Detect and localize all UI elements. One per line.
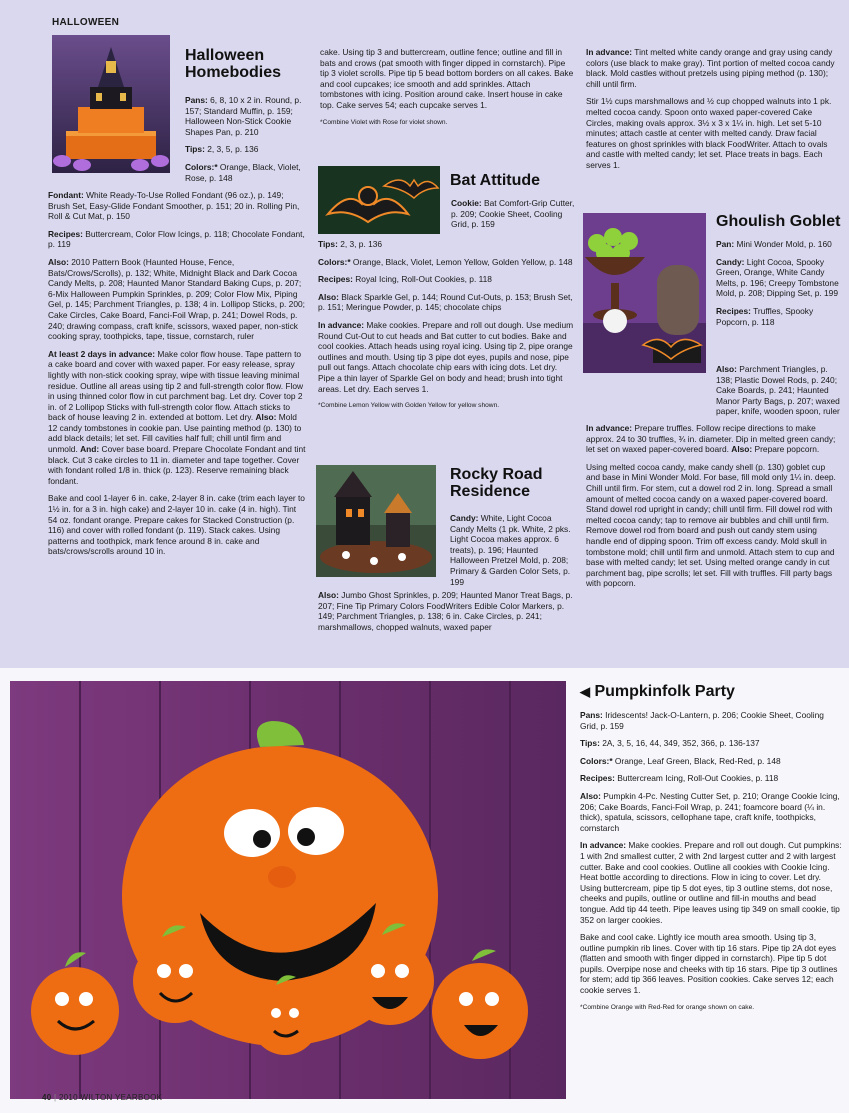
bat-body: [318, 239, 574, 417]
bat-colors-text: Orange, Black, Violet, Lemon Yellow, Golden Yellow, p. 148: [352, 256, 573, 267]
publication-name: 2010 WILTON YEARBOOK: [58, 1093, 163, 1102]
pans-label: Pans:: [185, 95, 208, 105]
goblet-also: [716, 364, 840, 424]
recipes-label: Recipes:: [48, 228, 83, 239]
rocky-advance-text: Tint melted white candy orange and gray using candy colors (use black to make gray). Tint portion of melted cocoa candy black. Mold castles without pretzels using piping method (p. 130); chill until firm.: [586, 47, 835, 89]
goblet-body: [586, 423, 840, 596]
yellow-note: *Combine Lemon Yellow with Golden Yellow for yellow shown.: [318, 402, 500, 410]
bat-cookie: [451, 198, 575, 237]
and-label: And:: [80, 444, 100, 455]
homebodies-title-line2: Homebodies: [185, 64, 282, 81]
fondant-text: White Ready-To-Use Rolled Fondant (96 oz.), p. 149; Brush Set, Easy-Glide Fondant Smoother, p. 151; 20 in. Rolling Pin, Roll & Cut Mat, p. 150: [48, 190, 300, 222]
pumpkin-colors-text: Orange, Leaf Green, Black, Red-Red, p. 148: [614, 755, 781, 766]
goblet-body-text: Using melted cocoa candy, make candy shell (p. 130) goblet cup and base in Mini Wonder Mold. For base, fill mold only 1¼ in. deep. Chill until firm. For stem, cut a dowel rod 2 in. long. Spread a small amount of melted cocoa candy on a waxed paper-covered board. Stand dowel rod upright in candy; chill until firm. Fill dowel rod with melted cocoa candy; tap to remove air bubbles and chill until firm. Remove dowel rod from board and push out candy stem using handle end of dipping spoon. Trim off excess candy. Mold skull in tombstone mold; chill until firm and unmold. Attach stem to cup and base with melted candy; let set. Using melted orange candy in cut parchment bag, pipe scrolls; let set. Fill with truffles. Fill party bags with popcorn.: [586, 461, 836, 589]
colors-text: Orange, Black, Violet, Rose, p. 148: [185, 161, 301, 183]
page-footer: 40 | 2010 WILTON YEARBOOK: [42, 1093, 163, 1102]
pumpkin-body: [580, 710, 842, 1019]
goblet-advance-also-text: Prepare popcorn.: [754, 444, 820, 455]
tips-label: Tips:: [185, 144, 205, 155]
goblet-candy-label: Candy:: [716, 256, 745, 267]
bat-tips-label: Tips:: [318, 239, 338, 249]
pumpkin-colors-label: Colors:*: [580, 755, 613, 766]
also2-text: Mold 12 candy tombstones in cookie pan. Use painting method (p. 130) to add black details; let set. Fill cavities half full; chill until firm and unmold.: [48, 412, 302, 455]
bat-colors-label: Colors:*: [318, 256, 351, 267]
bat-recipes-label: Recipes:: [318, 274, 353, 285]
fondant-label: Fondant:: [48, 190, 84, 200]
pumpkin-cake-photo: [10, 681, 566, 1099]
pumpkin-pans-label: Pans:: [580, 710, 603, 720]
rocky-also: [318, 590, 574, 639]
pans-text: 6, 8, 10 x 2 in. Round, p. 157; Standard Muffin, p. 159; Halloween Non-Stick Cookie Shapes Pan, p. 210: [185, 95, 302, 137]
goblet-also-label: Also:: [716, 364, 737, 374]
pumpkin-recipes-text: Buttercream Icing, Roll-Out Cookies, p. 118: [617, 773, 779, 784]
colors-label: Colors:*: [185, 161, 218, 172]
also-text: 2010 Pattern Book (Haunted House, Fence, Bats/Crows/Scrolls), p. 132; White, Midnight Black and Dark Cocoa Candy Melts, p. 208; Haunted Manor Standard Baking Cups, p. 207; 6-Mix Halloween Pumpkin Sprinkles, p. 209; Color Flow Mix, Piping Gel, p. 145; Parchment Triangles, p. 138; 4 in. Lollipop Sticks, p. 200; Cake Circles, Cake Board, Fanci-Foil Wrap, p. 241; Dowel Rods, p. 240; drawing compass, craft knife, scissors, waxed paper, non-stick cooking spray, toothpicks, tape, tissue, cornstarch, ruler: [48, 256, 305, 342]
bat-advance-text: Make cookies. Prepare and roll out dough. Use medium Round Cut-Out to cut heads and Bat cutter to cut bodies. Bake and cool cookies. Attach heads using royal icing. Using tip 2, pipe orange outlines and mouth. Using tip 3 pipe dot eyes, pupils and nose, pipe pull out fangs. Attach chocolate chip ears with icing dots. Let dry. Pipe a thin layer of Sparkle Gel on body and head; brush into tight areas. Let dry. Each serves 1.: [318, 319, 574, 394]
goblet-pan-label: Pan:: [716, 239, 735, 249]
rocky-also-label: Also:: [318, 590, 339, 600]
rocky-title-line2: Residence: [450, 483, 531, 500]
goblet-also-text: Parchment Triangles, p. 138; Plastic Dowel Rods, p. 240; Cake Boards, p. 241; Haunted Manor Party Bags, p. 207; waxed paper, knife, wooden spoon, ruler: [716, 364, 840, 417]
bat-cookie-text: Bat Comfort-Grip Cutter, p. 209; Cookie Sheet, Cooling Grid, p. 159: [451, 198, 575, 230]
homebodies-continued: [320, 47, 575, 134]
goblet-pan-text: Mini Wonder Mold, p. 160: [736, 239, 832, 249]
advance-text: Make color flow house. Tape pattern to a cake board and cover with waxed paper. For easy release, spray lightly with non-stick cooking spray, wipe with tissue leaving minimal residue. Outline all areas using tip 2 and full-strength color flow. Flow in using thinned color flow in cut parchment bag. Let dry. Cover top 2 in. of 2 Lollipop Sticks with full-strength color flow. Attach sticks to back of house leaving 2 in. extended at bottom. Let dry.: [48, 348, 304, 423]
goblet-supplies: [716, 239, 840, 334]
pumpkin-tips-label: Tips:: [580, 738, 600, 749]
rocky-candy-label: Candy:: [450, 513, 479, 523]
tips-text: 2, 3, 5, p. 136: [207, 144, 259, 155]
page-number: 40: [42, 1093, 52, 1102]
back-arrow-icon: ◀: [580, 684, 590, 699]
bat-recipes-text: Royal Icing, Roll-Out Cookies, p. 118: [355, 274, 492, 285]
homebodies-body: [48, 190, 306, 564]
pumpkin-advance-label: In advance:: [580, 840, 627, 851]
rocky-title: [450, 466, 575, 500]
rocky-candy-text: White, Light Cocoa Candy Melts (1 pk. White, 2 pks. Light Cocoa makes approx. 6 treats), p. 196; Haunted Halloween Pretzel Mold, p. 208; Primary & Garden Color Sets, p. 199: [450, 513, 571, 587]
bat-advance-label: In advance:: [318, 319, 365, 330]
pumpkin-tips-text: 2A, 3, 5, 16, 44, 349, 352, 366, p. 136-137: [602, 738, 760, 749]
bat-title-text: Bat Attitude: [450, 172, 541, 189]
goblet-advance-also-label: Also:: [731, 444, 753, 455]
recipes-text: Buttercream, Color Flow Icings, p. 118; Chocolate Fondant, p. 119: [48, 228, 305, 250]
rocky-advance-label: In advance:: [586, 47, 633, 57]
pumpkin-recipes-label: Recipes:: [580, 773, 615, 784]
halloween-cake-photo: [52, 35, 170, 173]
rocky-also-text: Jumbo Ghost Sprinkles, p. 209; Haunted Manor Treat Bags, p. 207; Fine Tip Primary Colors FoodWriters Edible Color Markers, p. 149; Parchment Triangles, p. 138; 6 in. Cake Circles, p. 241; marshmallows, chopped walnuts, waxed paper: [318, 590, 573, 632]
goblet-candy-text: Light Cocoa, Spooky Green, Orange, White Candy Melts, p. 196; Creepy Tombstone Mold, p. 208; Dipping Set, p. 199: [716, 256, 839, 299]
bake-text: Bake and cool 1-layer 6 in. cake, 2-layer 8 in. cake (trim each layer to 1½ in. for a 3 in. high cake) and 2-layer 10 in. cake (4 in. high). Tint 54 oz. fondant orange. Prepare cakes for Stacked Construction (p. 116) and cover with rolled fondant (p. 119). Stack cakes. Using patterns and toothpick, mark fence around 8 in. cake and bats/crows/scrolls around 10 in.: [48, 493, 305, 557]
goblet-photo: [583, 213, 706, 373]
also-label: Also:: [48, 256, 69, 267]
goblet-advance-label: In advance:: [586, 423, 633, 433]
rocky-advance: [586, 47, 838, 178]
homebodies-title-line1: Halloween: [185, 47, 265, 64]
pumpkin-pans-text: Iridescents! Jack-O-Lantern, p. 206; Cookie Sheet, Cooling Grid, p. 159: [580, 710, 824, 731]
goblet-recipes-text: Truffles, Spooky Popcorn, p. 118: [716, 305, 814, 327]
pumpkin-advance-text: Make cookies. Prepare and roll out dough. Cut pumpkins: 1 with 2nd smallest cutter, 2 with 2nd largest cutter and 2 with largest cutter. Bake and cool cookies. Outline all cookies with Cookie Icing. Heat bottle according to directions. Flow in icing to cover. Let dry. Using buttercream, pipe tip 5 dot eyes, tip 3 outline stems, dot nose, cheeks and pupils, outline or outline and fill-in mouths and bead tongue. Add tip 44 teeth. Pipe leaves using tip 349 on small cookie, tip 352 on larger cookies.: [580, 840, 842, 925]
goblet-title-text: Ghoulish Goblet: [716, 213, 841, 230]
pumpkin-also-label: Also:: [580, 790, 601, 801]
pumpkin-also-text: Pumpkin 4-Pc. Nesting Cutter Set, p. 210; Orange Cookie Icing, 206; Cake Boards, Fanci-Foil Wrap, p. 241; foamcore board (¼ in. thick), spatula, scissors, cellophane tape, craft knife, toothpicks, cornstarch: [580, 790, 840, 833]
rocky-road-photo: [316, 465, 436, 577]
and-text: Cover base board. Prepare Chocolate Fondant and tint black. Cut 3 cake circles to 11 in. diameter and tape together. Cover with fondant rolled 1/8 in. thick (p. 123). Reserve remaining black fondant.: [48, 444, 306, 486]
bat-tips-text: 2, 3, p. 136: [340, 239, 383, 249]
goblet-advance-text: Prepare truffles. Follow recipe directions to make approx. 24 to 30 truffles, ¾ in. diameter. Dip in melted green candy; let set on waxed paper-covered board.: [586, 423, 836, 455]
bat-cookie-label: Cookie:: [451, 198, 482, 208]
bat-title: [450, 172, 575, 189]
rocky-candy: [450, 513, 574, 594]
goblet-recipes-label: Recipes:: [716, 305, 751, 316]
section-tag: HALLOWEEN: [52, 17, 120, 28]
goblet-title: [716, 213, 841, 230]
advance-label: At least 2 days in advance:: [48, 348, 156, 359]
bat-cookie-photo: [318, 166, 440, 234]
bat-also-label: Also:: [318, 291, 339, 302]
pumpkin-title: [580, 683, 842, 700]
rocky-stir-text: Stir 1½ cups marshmallows and ½ cup chopped walnuts into 1 pk. melted cocoa candy. Spoon onto waxed paper-covered Cake Circles, making ovals approx. 3½ x 3 x 1¼ in. high. Let set 5-10 minutes; attach castle at center with melted candy. Draw facial features on ghost sprinkles with black FoodWriter. Attach to ovals and castle with melted candy; let set. Place treats in bags. Each serves 1.: [586, 96, 832, 170]
pumpkin-bake-text: Bake and cool cake. Lightly ice mouth area smooth. Using tip 3, outline pumpkin rib lines. Cover with tip 16 stars. Pipe tip 2A dot eyes (flatten and smooth with finger dipped in cornstarch). Pipe tip 5 dot pupils. Overpipe nose and cheeks with tip 16 stars. Pipe tip 3 outlines for stem; add tip 366 leaves. Position cookies. Cake serves 12; each cookie serves 1.: [580, 932, 838, 996]
violet-note: *Combine Violet with Rose for violet shown.: [320, 118, 448, 126]
rocky-title-line1: Rocky Road: [450, 466, 543, 483]
pumpkin-title-text: Pumpkinfolk Party: [594, 683, 735, 700]
homebodies-title: [185, 47, 315, 81]
also2-label: Also:: [255, 412, 277, 423]
orange-note: *Combine Orange with Red-Red for orange shown on cake.: [580, 1003, 755, 1011]
continued-text: cake. Using tip 3 and buttercream, outline fence; outline and fill in bats and crows (pat smooth with finger dipped in cornstarch). Pipe tip 3 violet scrolls. Pipe tip 5 bead bottom borders on all cakes. Bake and cool cupcakes; ice smooth and add sprinkles. Attach tombstones with icing. Position around cake. Insert house in cake top. Cake serves 54; each cupcake serves 1.: [320, 47, 574, 110]
bat-also-text: Black Sparkle Gel, p. 144; Round Cut-Outs, p. 153; Brush Set, p. 151; Meringue Powder, p. 145; chocolate chips: [318, 291, 573, 313]
homebodies-supplies: [185, 95, 313, 190]
